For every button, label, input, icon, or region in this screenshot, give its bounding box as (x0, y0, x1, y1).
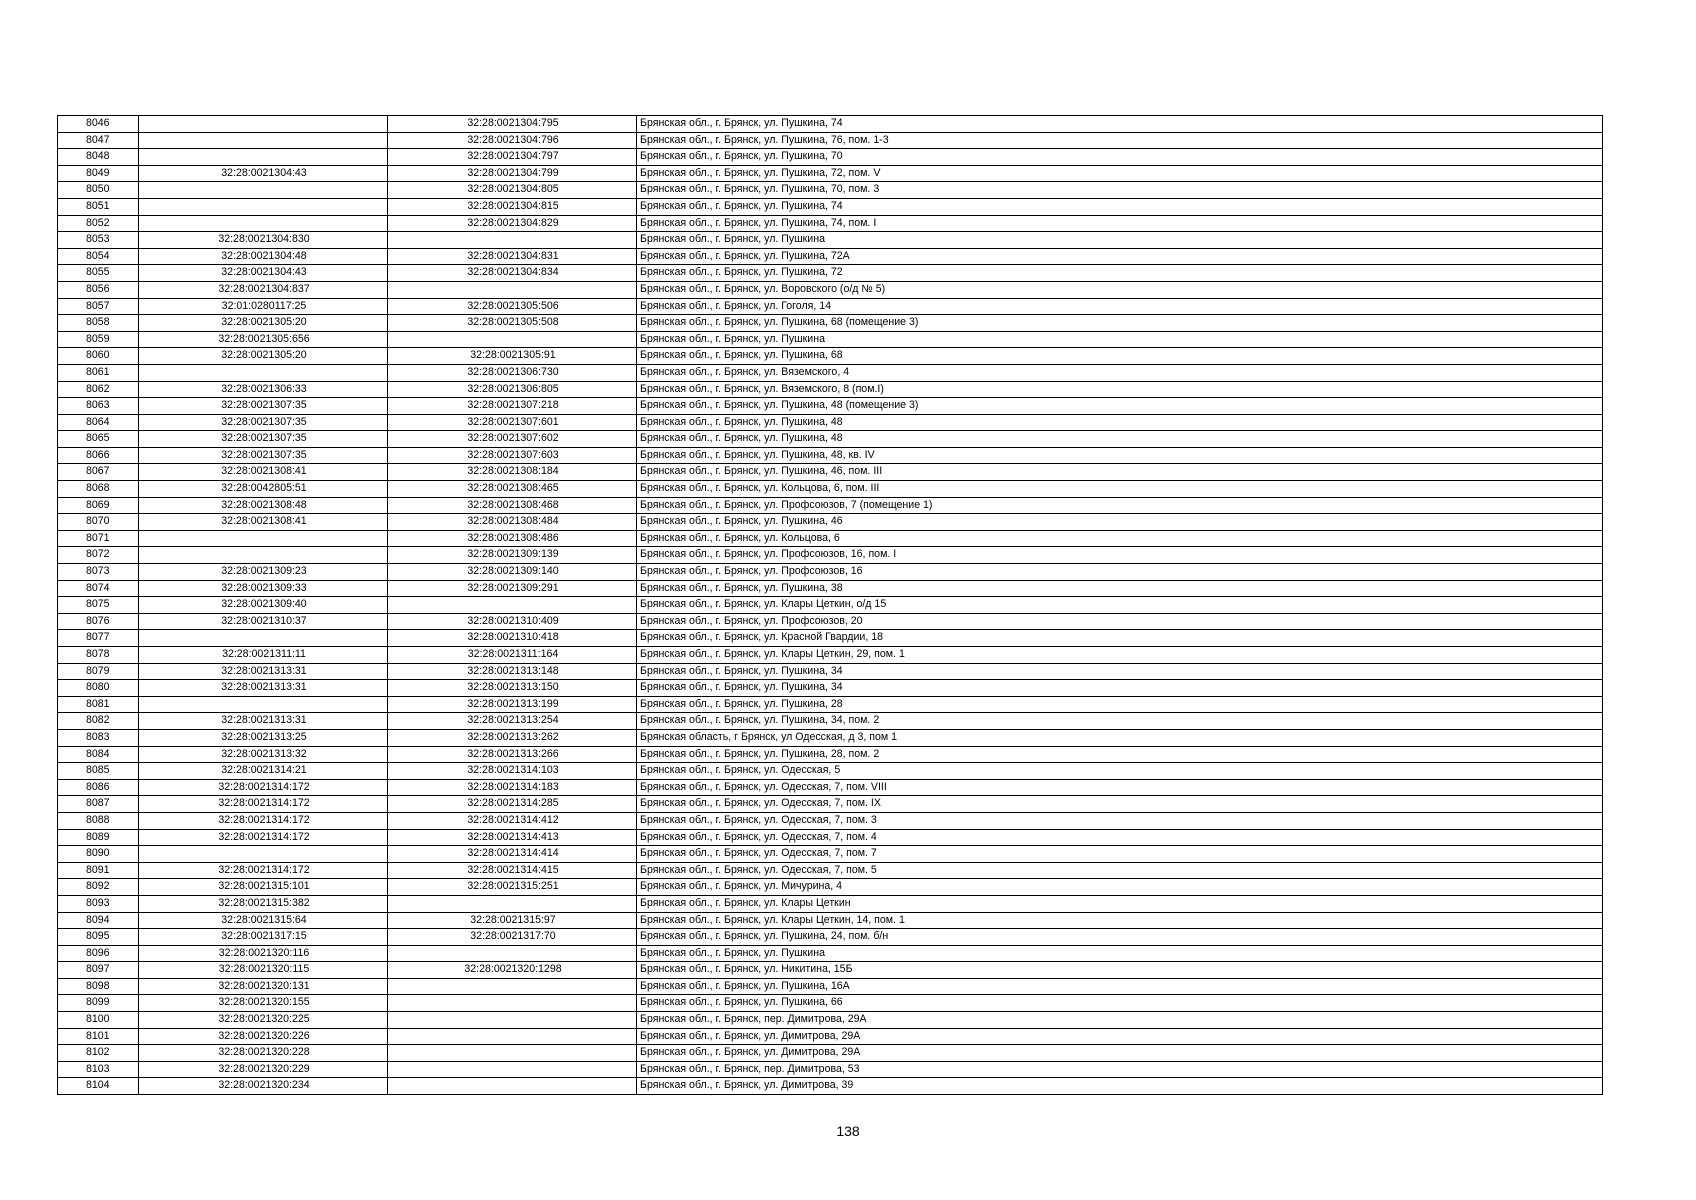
object-number-cell: 32:28:0021304:805 (388, 182, 637, 199)
table-row (58, 348, 1603, 365)
object-number-cell: 32:28:0021304:834 (388, 265, 637, 282)
row-number-cell: 8069 (58, 497, 139, 514)
object-number-cell: 32:28:0021307:601 (388, 414, 637, 431)
land-plot-number-cell: 32:28:0021314:172 (139, 862, 388, 879)
land-plot-number-cell: 32:28:0021315:64 (139, 912, 388, 929)
address-cell: Брянская обл., г. Брянск, ул. Пушкина, 66 (637, 995, 1603, 1012)
table-row (58, 497, 1603, 514)
row-number-cell: 8070 (58, 514, 139, 531)
land-plot-number-cell (139, 846, 388, 863)
table-row (58, 829, 1603, 846)
row-number-cell: 8076 (58, 613, 139, 630)
address-cell: Брянская обл., г. Брянск, ул. Пушкина, 74 (637, 198, 1603, 215)
land-plot-number-cell (139, 182, 388, 199)
table-row (58, 431, 1603, 448)
row-number-cell: 8088 (58, 812, 139, 829)
row-number-cell: 8046 (58, 116, 139, 133)
land-plot-number-cell: 32:28:0021304:48 (139, 248, 388, 265)
address-cell: Брянская обл., г. Брянск, ул. Димитрова, 39 (637, 1078, 1603, 1095)
table-row (58, 564, 1603, 581)
table-row (58, 597, 1603, 614)
land-plot-number-cell: 32:28:0021314:172 (139, 812, 388, 829)
row-number-cell: 8082 (58, 713, 139, 730)
address-cell: Брянская обл., г. Брянск, ул. Пушкина, 48 (помещение 3) (637, 398, 1603, 415)
object-number-cell: 32:28:0021314:413 (388, 829, 637, 846)
object-number-cell: 32:28:0021314:412 (388, 812, 637, 829)
object-number-cell: 32:28:0021314:414 (388, 846, 637, 863)
address-cell: Брянская обл., г. Брянск, ул. Одесская, 7, пом. 3 (637, 812, 1603, 829)
object-number-cell (388, 1028, 637, 1045)
object-number-cell: 32:28:0021304:829 (388, 215, 637, 232)
address-cell: Брянская обл., г. Брянск, ул. Воровского (о/д № 5) (637, 281, 1603, 298)
land-plot-number-cell: 32:28:0021320:229 (139, 1061, 388, 1078)
object-number-cell: 32:28:0021304:831 (388, 248, 637, 265)
row-number-cell: 8056 (58, 281, 139, 298)
table-row (58, 1078, 1603, 1095)
object-number-cell: 32:28:0021305:506 (388, 298, 637, 315)
address-cell: Брянская обл., г. Брянск, ул. Кольцова, 6 (637, 530, 1603, 547)
table-row (58, 680, 1603, 697)
land-plot-number-cell: 32:28:0021320:226 (139, 1028, 388, 1045)
row-number-cell: 8067 (58, 464, 139, 481)
table-row (58, 116, 1603, 133)
row-number-cell: 8078 (58, 647, 139, 664)
address-cell: Брянская обл., г. Брянск, ул. Пушкина, 28, пом. 2 (637, 746, 1603, 763)
land-plot-number-cell: 32:28:0021314:172 (139, 796, 388, 813)
address-cell: Брянская обл., г. Брянск, ул. Пушкина, 24, пом. б/н (637, 929, 1603, 946)
row-number-cell: 8063 (58, 398, 139, 415)
land-plot-number-cell: 32:01:0280117:25 (139, 298, 388, 315)
object-number-cell (388, 331, 637, 348)
land-plot-number-cell: 32:28:0021305:20 (139, 315, 388, 332)
address-cell: Брянская обл., г. Брянск, ул. Профсоюзов, 7 (помещение 1) (637, 497, 1603, 514)
address-cell: Брянская обл., г. Брянск, ул. Одесская, 5 (637, 763, 1603, 780)
address-cell: Брянская область, г Брянск, ул Одесская, д 3, пом 1 (637, 729, 1603, 746)
row-number-cell: 8058 (58, 315, 139, 332)
address-cell: Брянская обл., г. Брянск, ул. Кольцова, 6, пом. III (637, 481, 1603, 498)
address-cell: Брянская обл., г. Брянск, ул. Пушкина, 74, пом. I (637, 215, 1603, 232)
address-cell: Брянская обл., г. Брянск, ул. Пушкина (637, 945, 1603, 962)
row-number-cell: 8047 (58, 132, 139, 149)
object-number-cell: 32:28:0021304:795 (388, 116, 637, 133)
object-number-cell: 32:28:0021315:97 (388, 912, 637, 929)
row-number-cell: 8052 (58, 215, 139, 232)
table-row (58, 779, 1603, 796)
row-number-cell: 8104 (58, 1078, 139, 1095)
land-plot-number-cell: 32:28:0021320:155 (139, 995, 388, 1012)
object-number-cell (388, 232, 637, 249)
address-cell: Брянская обл., г. Брянск, ул. Вяземского, 4 (637, 364, 1603, 381)
land-plot-number-cell: 32:28:0021308:41 (139, 464, 388, 481)
table-row (58, 364, 1603, 381)
row-number-cell: 8103 (58, 1061, 139, 1078)
address-cell: Брянская обл., г. Брянск, ул. Одесская, 7, пом. 7 (637, 846, 1603, 863)
address-cell: Брянская обл., г. Брянск, ул. Одесская, 7, пом. 5 (637, 862, 1603, 879)
table-row (58, 962, 1603, 979)
address-cell: Брянская обл., г. Брянск, ул. Пушкина, 68 (помещение 3) (637, 315, 1603, 332)
row-number-cell: 8086 (58, 779, 139, 796)
object-number-cell: 32:28:0021311:164 (388, 647, 637, 664)
object-number-cell: 32:28:0021308:465 (388, 481, 637, 498)
address-cell: Брянская обл., г. Брянск, ул. Пушкина, 46, пом. III (637, 464, 1603, 481)
object-number-cell: 32:28:0021313:262 (388, 729, 637, 746)
table-row (58, 630, 1603, 647)
row-number-cell: 8095 (58, 929, 139, 946)
object-number-cell: 32:28:0021314:103 (388, 763, 637, 780)
row-number-cell: 8068 (58, 481, 139, 498)
row-number-cell: 8065 (58, 431, 139, 448)
land-plot-number-cell: 32:28:0021305:20 (139, 348, 388, 365)
object-number-cell: 32:28:0021309:291 (388, 580, 637, 597)
row-number-cell: 8053 (58, 232, 139, 249)
row-number-cell: 8066 (58, 447, 139, 464)
row-number-cell: 8087 (58, 796, 139, 813)
address-cell: Брянская обл., г. Брянск, ул. Пушкина, 28 (637, 696, 1603, 713)
object-number-cell: 32:28:0021317:70 (388, 929, 637, 946)
land-plot-number-cell: 32:28:0021304:830 (139, 232, 388, 249)
address-cell: Брянская обл., г. Брянск, ул. Профсоюзов, 16 (637, 564, 1603, 581)
object-number-cell: 32:28:0021313:199 (388, 696, 637, 713)
land-plot-number-cell: 32:28:0021313:32 (139, 746, 388, 763)
object-number-cell: 32:28:0021310:418 (388, 630, 637, 647)
table-row (58, 945, 1603, 962)
land-plot-number-cell (139, 215, 388, 232)
land-plot-number-cell: 32:28:0021311:11 (139, 647, 388, 664)
land-plot-number-cell: 32:28:0021308:48 (139, 497, 388, 514)
table-row (58, 315, 1603, 332)
object-number-cell: 32:28:0021310:409 (388, 613, 637, 630)
object-number-cell: 32:28:0021313:148 (388, 663, 637, 680)
land-plot-number-cell: 32:28:0021313:31 (139, 713, 388, 730)
address-cell: Брянская обл., г. Брянск, ул. Пушкина, 48 (637, 431, 1603, 448)
object-number-cell: 32:28:0021315:251 (388, 879, 637, 896)
land-plot-number-cell (139, 132, 388, 149)
table-row (58, 912, 1603, 929)
object-number-cell: 32:28:0021308:184 (388, 464, 637, 481)
table-row (58, 895, 1603, 912)
address-cell: Брянская обл., г. Брянск, ул. Мичурина, 4 (637, 879, 1603, 896)
table-row (58, 298, 1603, 315)
object-number-cell: 32:28:0021306:805 (388, 381, 637, 398)
row-number-cell: 8074 (58, 580, 139, 597)
object-number-cell (388, 895, 637, 912)
land-plot-number-cell (139, 364, 388, 381)
object-number-cell (388, 597, 637, 614)
address-cell: Брянская обл., г. Брянск, ул. Клары Цеткин, 14, пом. 1 (637, 912, 1603, 929)
land-plot-number-cell (139, 547, 388, 564)
table-row (58, 165, 1603, 182)
address-cell: Брянская обл., г. Брянск, ул. Клары Цеткин, о/д 15 (637, 597, 1603, 614)
table-row (58, 514, 1603, 531)
row-number-cell: 8081 (58, 696, 139, 713)
object-number-cell (388, 281, 637, 298)
land-plot-number-cell: 32:28:0021304:43 (139, 165, 388, 182)
land-plot-number-cell: 32:28:0021315:101 (139, 879, 388, 896)
row-number-cell: 8061 (58, 364, 139, 381)
object-number-cell: 32:28:0021307:603 (388, 447, 637, 464)
address-cell: Брянская обл., г. Брянск, ул. Пушкина (637, 232, 1603, 249)
row-number-cell: 8101 (58, 1028, 139, 1045)
land-plot-number-cell: 32:28:0021309:23 (139, 564, 388, 581)
address-cell: Брянская обл., г. Брянск, ул. Одесская, 7, пом. VIII (637, 779, 1603, 796)
row-number-cell: 8048 (58, 149, 139, 166)
object-number-cell: 32:28:0021308:484 (388, 514, 637, 531)
object-number-cell: 32:28:0021306:730 (388, 364, 637, 381)
table-row (58, 580, 1603, 597)
object-number-cell: 32:28:0021313:150 (388, 680, 637, 697)
row-number-cell: 8051 (58, 198, 139, 215)
table-row (58, 381, 1603, 398)
address-cell: Брянская обл., г. Брянск, ул. Пушкина, 76, пом. 1-3 (637, 132, 1603, 149)
land-plot-number-cell: 32:28:0021307:35 (139, 414, 388, 431)
address-cell: Брянская обл., г. Брянск, пер. Димитрова, 29А (637, 1012, 1603, 1029)
table-row (58, 132, 1603, 149)
land-plot-number-cell: 32:28:0021305:656 (139, 331, 388, 348)
object-number-cell (388, 945, 637, 962)
object-number-cell (388, 995, 637, 1012)
table-row (58, 1012, 1603, 1029)
address-cell: Брянская обл., г. Брянск, ул. Профсоюзов, 16, пом. I (637, 547, 1603, 564)
object-number-cell: 32:28:0021314:285 (388, 796, 637, 813)
row-number-cell: 8072 (58, 547, 139, 564)
table-row (58, 447, 1603, 464)
row-number-cell: 8062 (58, 381, 139, 398)
row-number-cell: 8092 (58, 879, 139, 896)
address-cell: Брянская обл., г. Брянск, ул. Пушкина, 68 (637, 348, 1603, 365)
address-cell: Брянская обл., г. Брянск, ул. Пушкина, 34, пом. 2 (637, 713, 1603, 730)
table-row (58, 1061, 1603, 1078)
object-number-cell: 32:28:0021313:266 (388, 746, 637, 763)
address-cell: Брянская обл., г. Брянск, ул. Пушкина, 48, кв. IV (637, 447, 1603, 464)
object-number-cell (388, 1061, 637, 1078)
row-number-cell: 8059 (58, 331, 139, 348)
address-cell: Брянская обл., г. Брянск, ул. Клары Цеткин (637, 895, 1603, 912)
address-cell: Брянская обл., г. Брянск, ул. Пушкина, 48 (637, 414, 1603, 431)
row-number-cell: 8097 (58, 962, 139, 979)
page-number: 138 (836, 1123, 860, 1139)
land-plot-number-cell: 32:28:0021320:225 (139, 1012, 388, 1029)
land-plot-number-cell: 32:28:0021307:35 (139, 447, 388, 464)
row-number-cell: 8098 (58, 978, 139, 995)
land-plot-number-cell (139, 116, 388, 133)
address-cell: Брянская обл., г. Брянск, ул. Красной Гвардии, 18 (637, 630, 1603, 647)
land-plot-number-cell: 32:28:0021313:31 (139, 663, 388, 680)
row-number-cell: 8050 (58, 182, 139, 199)
row-number-cell: 8073 (58, 564, 139, 581)
address-cell: Брянская обл., г. Брянск, ул. Пушкина, 72А (637, 248, 1603, 265)
address-cell: Брянская обл., г. Брянск, ул. Пушкина, 16А (637, 978, 1603, 995)
table-row (58, 613, 1603, 630)
row-number-cell: 8099 (58, 995, 139, 1012)
registry-table-body (58, 116, 1603, 1095)
row-number-cell: 8102 (58, 1045, 139, 1062)
land-plot-number-cell: 32:28:0042805:51 (139, 481, 388, 498)
land-plot-number-cell: 32:28:0021304:837 (139, 281, 388, 298)
land-plot-number-cell: 32:28:0021308:41 (139, 514, 388, 531)
table-row (58, 182, 1603, 199)
row-number-cell: 8064 (58, 414, 139, 431)
table-row (58, 547, 1603, 564)
row-number-cell: 8094 (58, 912, 139, 929)
land-plot-number-cell (139, 530, 388, 547)
row-number-cell: 8075 (58, 597, 139, 614)
row-number-cell: 8049 (58, 165, 139, 182)
address-cell: Брянская обл., г. Брянск, ул. Пушкина, 74 (637, 116, 1603, 133)
land-plot-number-cell: 32:28:0021320:131 (139, 978, 388, 995)
land-plot-number-cell: 32:28:0021309:33 (139, 580, 388, 597)
table-row (58, 879, 1603, 896)
table-row (58, 1028, 1603, 1045)
object-number-cell (388, 978, 637, 995)
address-cell: Брянская обл., г. Брянск, ул. Одесская, 7, пом. 4 (637, 829, 1603, 846)
object-number-cell: 32:28:0021309:139 (388, 547, 637, 564)
address-cell: Брянская обл., г. Брянск, ул. Пушкина, 46 (637, 514, 1603, 531)
row-number-cell: 8096 (58, 945, 139, 962)
object-number-cell: 32:28:0021308:468 (388, 497, 637, 514)
object-number-cell: 32:28:0021304:796 (388, 132, 637, 149)
row-number-cell: 8085 (58, 763, 139, 780)
object-number-cell (388, 1012, 637, 1029)
land-plot-number-cell: 32:28:0021306:33 (139, 381, 388, 398)
object-number-cell: 32:28:0021309:140 (388, 564, 637, 581)
land-plot-number-cell (139, 696, 388, 713)
object-number-cell: 32:28:0021313:254 (388, 713, 637, 730)
table-row (58, 149, 1603, 166)
object-number-cell: 32:28:0021305:508 (388, 315, 637, 332)
land-plot-number-cell: 32:28:0021320:115 (139, 962, 388, 979)
row-number-cell: 8057 (58, 298, 139, 315)
row-number-cell: 8089 (58, 829, 139, 846)
address-cell: Брянская обл., г. Брянск, ул. Одесская, 7, пом. IX (637, 796, 1603, 813)
row-number-cell: 8054 (58, 248, 139, 265)
table-row (58, 862, 1603, 879)
table-row (58, 481, 1603, 498)
land-plot-number-cell: 32:28:0021304:43 (139, 265, 388, 282)
land-plot-number-cell (139, 149, 388, 166)
table-row (58, 812, 1603, 829)
table-row (58, 846, 1603, 863)
land-plot-number-cell: 32:28:0021314:172 (139, 829, 388, 846)
land-plot-number-cell: 32:28:0021320:234 (139, 1078, 388, 1095)
address-cell: Брянская обл., г. Брянск, ул. Пушкина (637, 331, 1603, 348)
address-cell: Брянская обл., г. Брянск, ул. Пушкина, 70 (637, 149, 1603, 166)
table-row (58, 1045, 1603, 1062)
object-number-cell: 32:28:0021314:183 (388, 779, 637, 796)
address-cell: Брянская обл., г. Брянск, ул. Гоголя, 14 (637, 298, 1603, 315)
land-plot-number-cell: 32:28:0021307:35 (139, 398, 388, 415)
object-number-cell: 32:28:0021307:602 (388, 431, 637, 448)
address-cell: Брянская обл., г. Брянск, ул. Димитрова, 29А (637, 1045, 1603, 1062)
table-row (58, 248, 1603, 265)
table-row (58, 232, 1603, 249)
land-plot-number-cell: 32:28:0021309:40 (139, 597, 388, 614)
table-row (58, 464, 1603, 481)
row-number-cell: 8079 (58, 663, 139, 680)
table-row (58, 647, 1603, 664)
table-row (58, 796, 1603, 813)
object-number-cell: 32:28:0021320:1298 (388, 962, 637, 979)
object-number-cell: 32:28:0021308:486 (388, 530, 637, 547)
table-row (58, 663, 1603, 680)
object-number-cell: 32:28:0021314:415 (388, 862, 637, 879)
address-cell: Брянская обл., г. Брянск, ул. Профсоюзов, 20 (637, 613, 1603, 630)
land-plot-number-cell: 32:28:0021314:172 (139, 779, 388, 796)
address-cell: Брянская обл., г. Брянск, ул. Димитрова, 29А (637, 1028, 1603, 1045)
address-cell: Брянская обл., г. Брянск, ул. Вяземского, 8 (пом.I) (637, 381, 1603, 398)
address-cell: Брянская обл., г. Брянск, ул. Пушкина, 34 (637, 680, 1603, 697)
table-row (58, 746, 1603, 763)
row-number-cell: 8077 (58, 630, 139, 647)
object-number-cell (388, 1045, 637, 1062)
row-number-cell: 8071 (58, 530, 139, 547)
row-number-cell: 8091 (58, 862, 139, 879)
land-plot-number-cell: 32:28:0021320:228 (139, 1045, 388, 1062)
land-plot-number-cell: 32:28:0021313:25 (139, 729, 388, 746)
object-number-cell: 32:28:0021304:797 (388, 149, 637, 166)
object-number-cell (388, 1078, 637, 1095)
row-number-cell: 8090 (58, 846, 139, 863)
table-row (58, 729, 1603, 746)
land-plot-number-cell: 32:28:0021314:21 (139, 763, 388, 780)
table-row (58, 198, 1603, 215)
land-plot-number-cell: 32:28:0021310:37 (139, 613, 388, 630)
address-cell: Брянская обл., г. Брянск, ул. Пушкина, 72 (637, 265, 1603, 282)
address-cell: Брянская обл., г. Брянск, пер. Димитрова, 53 (637, 1061, 1603, 1078)
address-cell: Брянская обл., г. Брянск, ул. Пушкина, 34 (637, 663, 1603, 680)
table-row (58, 696, 1603, 713)
row-number-cell: 8080 (58, 680, 139, 697)
land-plot-number-cell: 32:28:0021315:382 (139, 895, 388, 912)
table-row (58, 215, 1603, 232)
table-row (58, 995, 1603, 1012)
row-number-cell: 8083 (58, 729, 139, 746)
object-number-cell: 32:28:0021305:91 (388, 348, 637, 365)
table-row (58, 713, 1603, 730)
object-number-cell: 32:28:0021307:218 (388, 398, 637, 415)
land-plot-number-cell: 32:28:0021320:116 (139, 945, 388, 962)
table-row (58, 398, 1603, 415)
table-row (58, 929, 1603, 946)
object-number-cell: 32:28:0021304:815 (388, 198, 637, 215)
row-number-cell: 8060 (58, 348, 139, 365)
table-row (58, 331, 1603, 348)
address-cell: Брянская обл., г. Брянск, ул. Пушкина, 72, пом. V (637, 165, 1603, 182)
table-row (58, 763, 1603, 780)
row-number-cell: 8100 (58, 1012, 139, 1029)
address-cell: Брянская обл., г. Брянск, ул. Пушкина, 70, пом. 3 (637, 182, 1603, 199)
land-plot-number-cell: 32:28:0021313:31 (139, 680, 388, 697)
address-cell: Брянская обл., г. Брянск, ул. Никитина, 15Б (637, 962, 1603, 979)
object-number-cell: 32:28:0021304:799 (388, 165, 637, 182)
table-row (58, 978, 1603, 995)
table-row (58, 265, 1603, 282)
table-row (58, 414, 1603, 431)
land-plot-number-cell: 32:28:0021317:15 (139, 929, 388, 946)
land-plot-number-cell (139, 198, 388, 215)
row-number-cell: 8093 (58, 895, 139, 912)
land-plot-number-cell: 32:28:0021307:35 (139, 431, 388, 448)
row-number-cell: 8055 (58, 265, 139, 282)
address-cell: Брянская обл., г. Брянск, ул. Пушкина, 38 (637, 580, 1603, 597)
land-plot-number-cell (139, 630, 388, 647)
table-row (58, 530, 1603, 547)
row-number-cell: 8084 (58, 746, 139, 763)
registry-table (57, 115, 1603, 1095)
address-cell: Брянская обл., г. Брянск, ул. Клары Цеткин, 29, пом. 1 (637, 647, 1603, 664)
table-row (58, 281, 1603, 298)
